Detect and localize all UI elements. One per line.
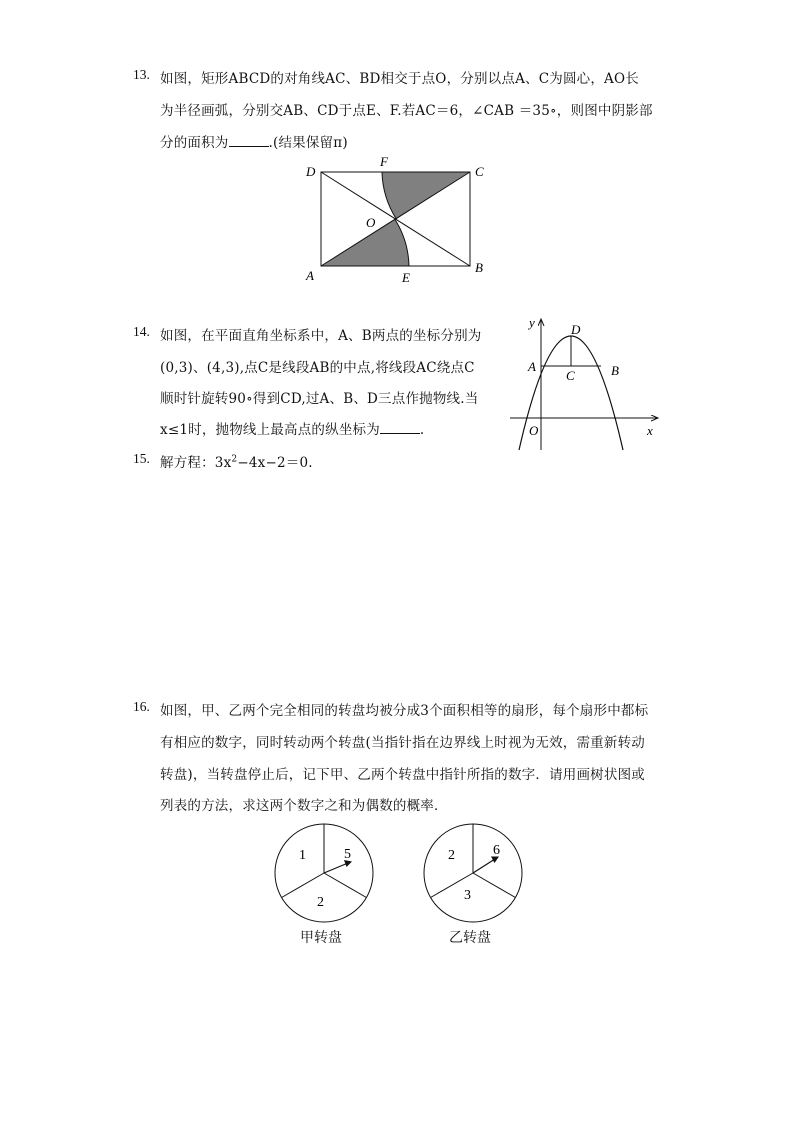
q13-text-line2: 为半径画弧，分别交AB、CD于点E、F.若AC＝6，∠CAB ＝35∘，则图中阴影部 bbox=[160, 103, 653, 119]
q14-label-c: C bbox=[566, 368, 575, 383]
spinner-jia-number-2: 5 bbox=[344, 847, 351, 862]
spinner-yi bbox=[417, 817, 529, 929]
spinner-yi-number-1: 2 bbox=[448, 848, 455, 863]
spinner-yi-number-2: 6 bbox=[493, 843, 500, 858]
q16-number: 16. bbox=[133, 699, 150, 714]
spinner-jia-caption: 甲转盘 bbox=[300, 930, 342, 946]
q14-text-line4 bbox=[160, 418, 424, 438]
spinner-jia-divider-right bbox=[324, 873, 366, 898]
q13-text-line1: 如图，矩形ABCD的对角线AC、BD相交于点O，分别以点A、C为圆心，AO长 bbox=[160, 71, 639, 87]
spinner-jia-pointer bbox=[324, 863, 348, 873]
spinner-yi-divider-right bbox=[473, 873, 515, 898]
q13-text-line3 bbox=[160, 131, 348, 151]
q13-label-a: A bbox=[306, 268, 314, 283]
q14-label-a: A bbox=[528, 359, 536, 374]
q13-label-o: O bbox=[366, 215, 376, 230]
q16-text-line2: 有相应的数字，同时转动两个转盘(当指针指在边界线上时视为无效，需重新转动 bbox=[160, 735, 645, 751]
q13-number: 13. bbox=[133, 67, 150, 82]
q14-text-line3: 顺时针旋转90∘得到CD,过A、B、D三点作抛物线.当 bbox=[160, 391, 479, 407]
q13-answer-blank[interactable] bbox=[229, 134, 269, 147]
q14-number: 14. bbox=[133, 324, 150, 339]
spinner-jia-divider-left bbox=[282, 873, 324, 898]
q13-label-f: F bbox=[380, 154, 388, 169]
q13-shaded-region-lower bbox=[321, 219, 409, 266]
q13-text-line3-post: .(结果保留π) bbox=[268, 135, 348, 151]
q16-text-line3: 转盘)，当转盘停止后，记下甲、乙两个转盘中指针所指的数字．请用画树状图或 bbox=[160, 767, 645, 783]
q13-label-b: B bbox=[475, 260, 483, 275]
q14-parabola-figure bbox=[505, 314, 665, 454]
q14-label-y: y bbox=[529, 315, 535, 330]
spinner-jia-number-1: 1 bbox=[299, 848, 306, 863]
q14-text-line1: 如图，在平面直角坐标系中，A、B两点的坐标分别为 bbox=[160, 328, 482, 344]
q13-shaded-region-upper bbox=[382, 172, 470, 219]
q14-text-line4-post: . bbox=[419, 422, 425, 438]
q16-text-line1: 如图，甲、乙两个完全相同的转盘均被分成3个面积相等的扇形，每个扇形中都标 bbox=[160, 703, 649, 719]
q13-text-line3-pre: 分的面积为 bbox=[160, 135, 229, 151]
spinner-jia-number-3: 2 bbox=[317, 895, 324, 910]
q16-text-line4: 列表的方法，求这两个数字之和为偶数的概率． bbox=[160, 798, 448, 814]
spinner-yi-caption: 乙转盘 bbox=[449, 930, 491, 946]
q14-label-d: D bbox=[571, 322, 581, 337]
q13-rectangle-figure bbox=[300, 152, 500, 287]
spinner-yi-pointer bbox=[473, 859, 495, 873]
q15-equation-pre: 解方程：3x bbox=[160, 455, 232, 471]
q14-label-b: B bbox=[611, 363, 619, 378]
q13-label-e: E bbox=[402, 270, 410, 285]
q14-text-line2: (0,3)、(4,3),点C是线段AB的中点,将线段AC绕点C bbox=[160, 360, 475, 376]
q14-text-line4-pre: x≤1时，抛物线上最高点的纵坐标为 bbox=[160, 422, 380, 438]
q15-equation bbox=[160, 451, 313, 471]
q13-label-c: C bbox=[475, 164, 484, 179]
spinner-yi-number-3: 3 bbox=[464, 888, 471, 903]
spinner-jia bbox=[268, 817, 380, 929]
q13-label-d: D bbox=[306, 164, 316, 179]
q15-equation-post: −4x−2＝0. bbox=[237, 455, 313, 471]
q14-label-x: x bbox=[647, 423, 653, 438]
q15-equation-exponent: 2 bbox=[231, 454, 238, 465]
q14-label-o: O bbox=[529, 423, 539, 438]
q14-answer-blank[interactable] bbox=[380, 421, 420, 434]
q15-number: 15. bbox=[133, 451, 150, 466]
